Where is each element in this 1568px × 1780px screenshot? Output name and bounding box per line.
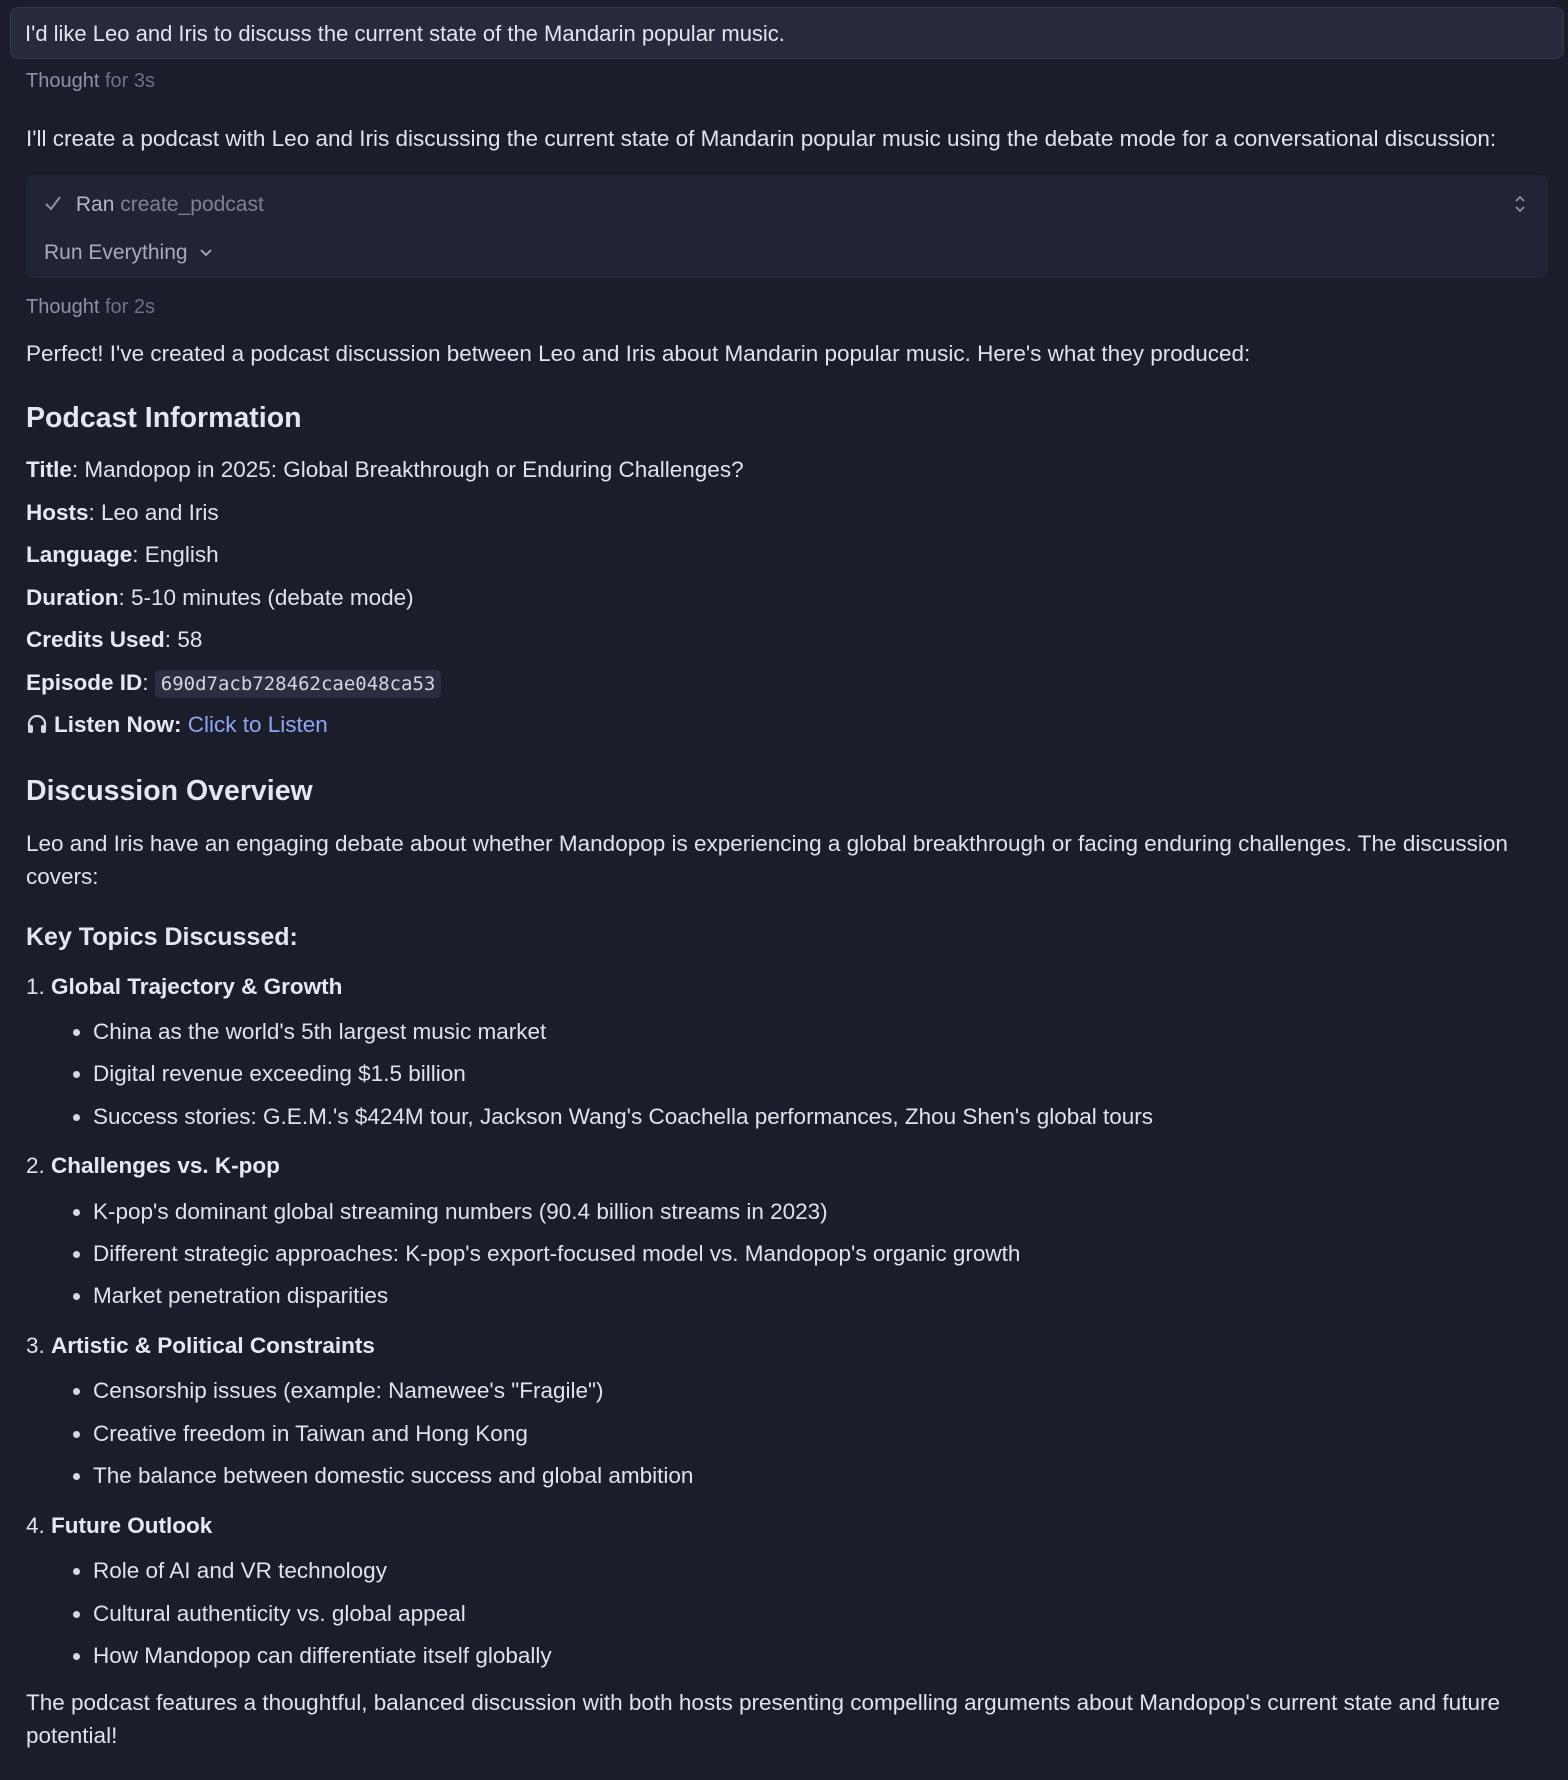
info-credits-label: Credits Used [26, 627, 165, 652]
list-item: Digital revenue exceeding $1.5 billion [93, 1058, 466, 1090]
info-duration: Duration: 5-10 minutes (debate mode) [26, 585, 414, 610]
topic-title: Artistic & Political Constraints [51, 1333, 375, 1358]
info-language: Language: English [26, 542, 219, 567]
topic-number: 1. [26, 974, 45, 999]
chevron-up-down-icon[interactable] [1512, 193, 1528, 215]
thought-duration: for 3s [104, 70, 155, 92]
info-title-value: Mandopop in 2025: Global Breakthrough or Enduring Challenges? [84, 457, 744, 482]
info-hosts: Hosts: Leo and Iris [26, 500, 219, 525]
chevron-down-icon [199, 248, 213, 258]
list-item: China as the world's 5th largest music market [93, 1016, 546, 1048]
info-title: Title: Mandopop in 2025: Global Breakthrough or Enduring Challenges? [26, 457, 744, 482]
info-duration-value: 5-10 minutes (debate mode) [131, 585, 414, 610]
info-credits-value: 58 [177, 627, 203, 652]
info-language-label: Language [26, 542, 133, 567]
podcast-info-heading: Podcast Information [26, 402, 302, 434]
topic-item [26, 1150, 280, 1182]
topic-number: 3. [26, 1333, 45, 1358]
key-topics-heading: Key Topics Discussed: [26, 923, 298, 951]
topic-title: Global Trajectory & Growth [51, 974, 343, 999]
run-mode-label: Run Everything [44, 241, 188, 264]
info-duration-label: Duration [26, 585, 119, 610]
info-hosts-label: Hosts [26, 500, 89, 525]
thought-duration: for 2s [104, 296, 155, 318]
headphones-icon [26, 712, 48, 744]
run-mode-dropdown[interactable] [44, 238, 213, 268]
info-episode-label: Episode ID [26, 670, 143, 695]
info-hosts-value: Leo and Iris [101, 500, 219, 525]
thought-indicator[interactable] [26, 70, 155, 93]
topic-title: Future Outlook [51, 1513, 213, 1538]
list-item: Role of AI and VR technology [93, 1555, 387, 1587]
info-language-value: English [144, 542, 219, 567]
list-item: Success stories: G.E.M.'s $424M tour, Jackson Wang's Coachella performances, Zhou Shen's global tours [93, 1101, 1153, 1133]
info-episode-id: Episode ID: 690d7acb728462cae048ca53 [26, 667, 441, 700]
topic-title: Challenges vs. K-pop [51, 1153, 280, 1178]
thought-label: Thought [26, 296, 100, 318]
thought-label: Thought [26, 70, 100, 92]
tool-status-label: Ran [75, 193, 115, 216]
topic-item [26, 1510, 212, 1542]
thought-indicator[interactable] [26, 296, 155, 319]
topic-number: 4. [26, 1513, 45, 1538]
user-message: I'd like Leo and Iris to discuss the current state of the Mandarin popular music. [10, 7, 1564, 59]
closing-text: The podcast features a thoughtful, balanced discussion with both hosts presenting compelling arguments about Mandopop's current state and future potential! [26, 1690, 1500, 1748]
check-icon [44, 190, 62, 222]
list-item: The balance between domestic success and global ambition [93, 1460, 693, 1492]
list-item: K-pop's dominant global streaming numbers (90.4 billion streams in 2023) [93, 1196, 828, 1228]
list-item: How Mandopop can differentiate itself globally [93, 1640, 552, 1672]
list-item: Creative freedom in Taiwan and Hong Kong [93, 1418, 528, 1450]
result-intro-text: Perfect! I've created a podcast discussion between Leo and Iris about Mandarin popular music. Here's what they produced: [26, 341, 1251, 366]
tool-call-header[interactable] [44, 189, 264, 222]
listen-now-label: Listen Now: [54, 712, 182, 737]
click-to-listen-link[interactable]: Click to Listen [187, 712, 328, 737]
overview-text: Leo and Iris have an engaging debate about whether Mandopop is experiencing a global breakthrough or facing enduring challenges. The discussion covers: [26, 831, 1508, 889]
tool-name: create_podcast [120, 193, 264, 216]
topic-item [26, 971, 342, 1003]
topic-item [26, 1330, 375, 1362]
discussion-overview-heading: Discussion Overview [26, 775, 313, 807]
tool-call-card [26, 175, 1548, 278]
list-item: Market penetration disparities [93, 1280, 388, 1312]
info-credits: Credits Used: 58 [26, 627, 203, 652]
info-title-label: Title [26, 457, 72, 482]
episode-id-code: 690d7acb728462cae048ca53 [155, 670, 442, 698]
topic-number: 2. [26, 1153, 45, 1178]
list-item: Different strategic approaches: K-pop's export-focused model vs. Mandopop's organic growth [93, 1238, 1020, 1270]
info-listen [26, 709, 328, 744]
list-item: Censorship issues (example: Namewee's "Fragile") [93, 1375, 603, 1407]
list-item: Cultural authenticity vs. global appeal [93, 1598, 466, 1630]
assistant-intro-text: I'll create a podcast with Leo and Iris discussing the current state of Mandarin popular music using the debate mode for a conversational discussion: [26, 126, 1497, 151]
